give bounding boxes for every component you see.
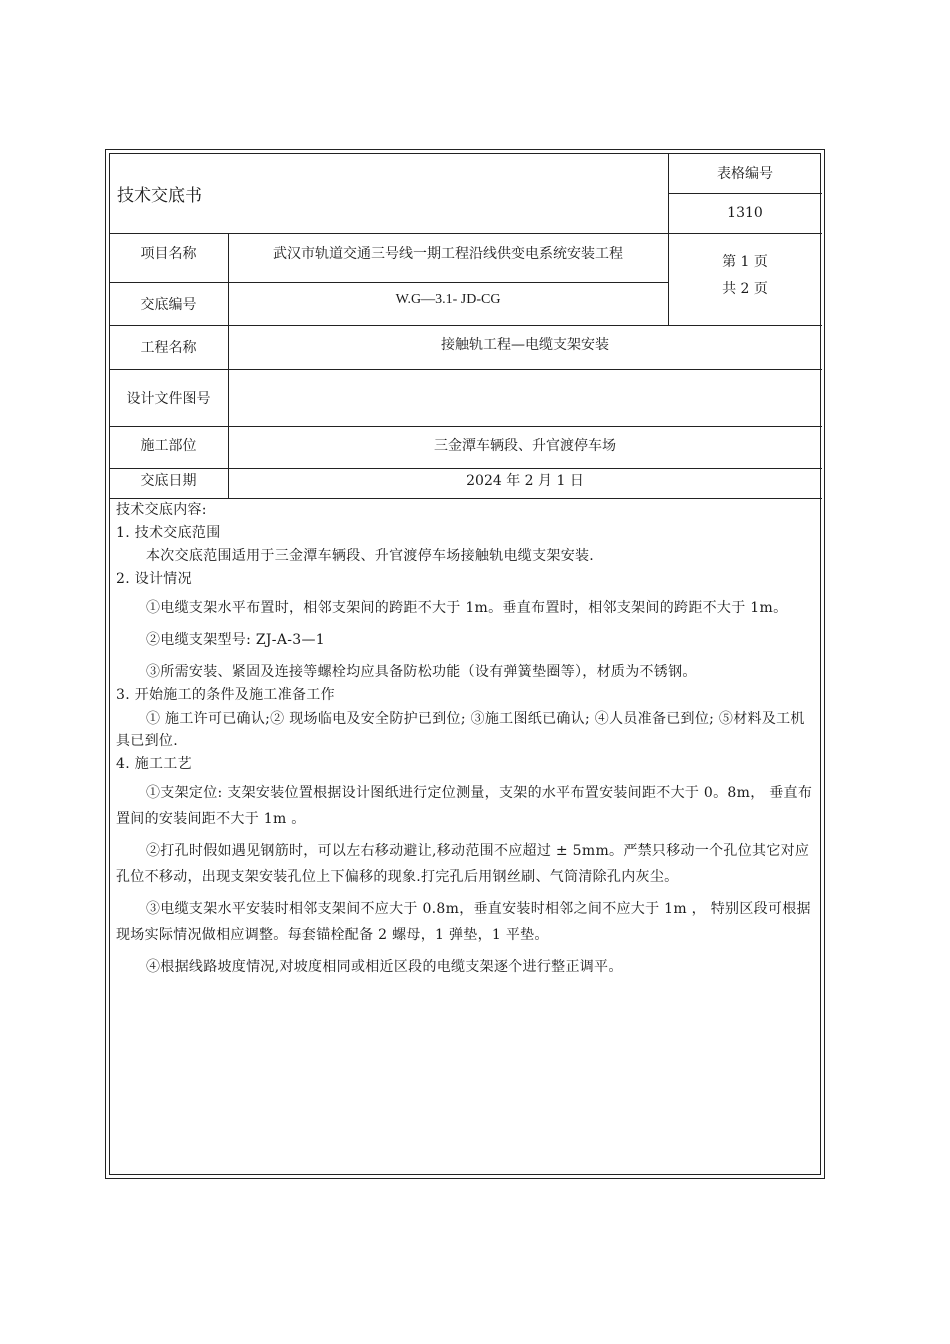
work-name-value: 接触轨工程—电缆支架安装	[441, 337, 609, 353]
design-doc-value	[228, 369, 822, 426]
date-value: 2024 年 2 月 1 日	[466, 473, 584, 489]
work-name-label: 工程名称	[140, 340, 197, 356]
section-3-title: 3. 开始施工的条件及施工准备工作	[116, 687, 335, 703]
project-value: 武汉市轨道交通三号线一期工程沿线供变电系统安装工程	[273, 246, 623, 262]
section-4-para-3: ③电缆支架水平安装时相邻支架间不应大于 0.8m，垂直安装时相邻之间不应大于 1m ， 特别区段可根据现场实际情况做相应调整。每套锚栓配备 2 螺母，1 弹垫，1 平垫。	[116, 901, 811, 943]
section-1-title: 1. 技术交底范围	[116, 525, 221, 541]
form-number-label: 表格编号	[717, 166, 773, 182]
section-3-body: ① 施工许可已确认;② 现场临电及安全防护已到位; ③施工图纸已确认; ④人员准备已到位; ⑤材料及工机具已到位.	[116, 711, 805, 749]
section-2-para-2: ②电缆支架型号: ZJ-A-3—1	[146, 632, 325, 648]
design-doc-label: 设计文件图号	[126, 390, 211, 407]
section-2-para-1: ①电缆支架水平布置时，相邻支架间的跨距不大于 1m。垂直布置时，相邻支架间的跨距不大于 1m。	[146, 600, 788, 616]
form-number-value: 1310	[727, 205, 763, 221]
site-value: 三金潭车辆段、升官渡停车场	[434, 438, 616, 454]
document-title: 技术交底书	[117, 185, 202, 206]
section-2-title: 2. 设计情况	[116, 571, 192, 587]
site-label: 施工部位	[140, 438, 197, 454]
code-value: W.G—3.1- JD-CG	[395, 292, 501, 307]
section-1-body: 本次交底范围适用于三金潭车辆段、升官渡停车场接触轨电缆支架安装.	[146, 548, 595, 564]
code-label: 交底编号	[140, 296, 197, 313]
section-4-para-4: ④根据线路坡度情况,对坡度相同或相近区段的电缆支架逐个进行整正调平。	[146, 959, 623, 975]
section-4-para-2: ②打孔时假如遇见钢筋时，可以左右移动避让,移动范围不应超过 ± 5mm。严禁只移动一个孔位其它对应孔位不移动，出现支架安装孔位上下偏移的现象.打完孔后用钢丝刷、气筒清除孔内灰尘。	[116, 843, 810, 885]
divider	[109, 498, 822, 499]
section-2-para-3: ③所需安装、紧固及连接等螺栓均应具备防松功能（设有弹簧垫圈等），材质为不锈钢。	[146, 664, 697, 680]
disclosure-content	[116, 500, 816, 980]
page-current: 第 1 页	[722, 254, 768, 270]
project-label: 项目名称	[140, 246, 197, 262]
section-4-para-1: ①支架定位: 支架安装位置根据设计图纸进行定位测量，支架的水平布置安装间距不大于 0。8m， 垂直布置间的安装间距不大于 1m 。	[116, 785, 813, 827]
content-heading: 技术交底内容:	[116, 502, 207, 518]
section-4-title: 4. 施工工艺	[116, 756, 192, 772]
date-label: 交底日期	[140, 473, 197, 489]
page-total: 共 2 页	[722, 281, 768, 297]
